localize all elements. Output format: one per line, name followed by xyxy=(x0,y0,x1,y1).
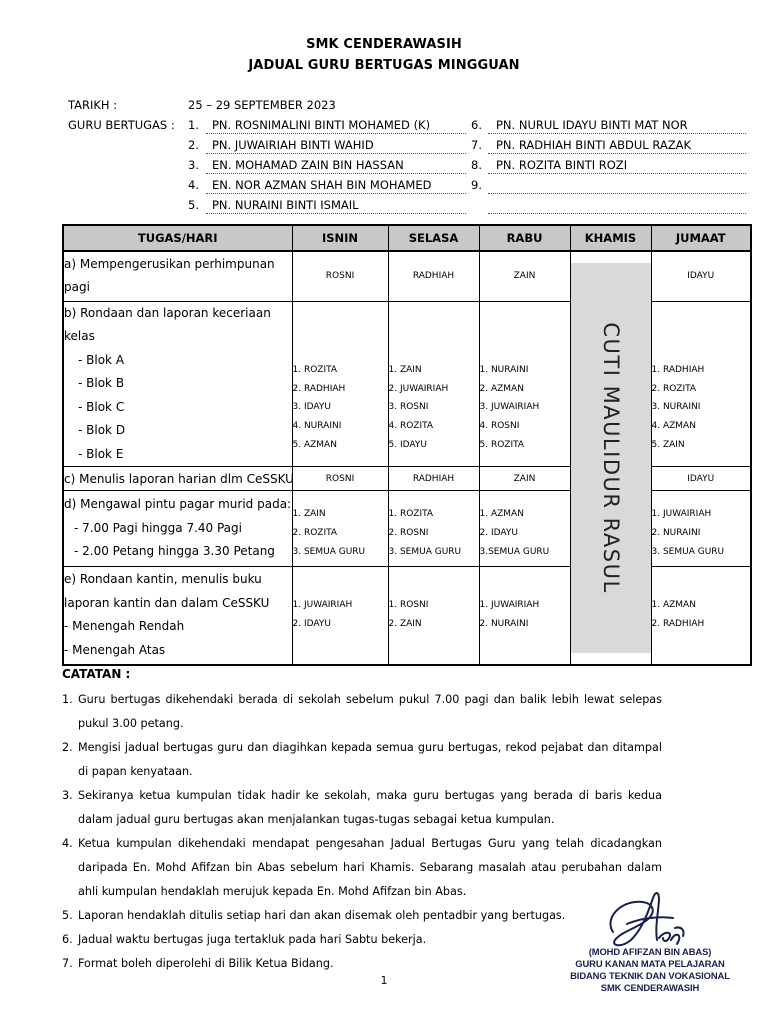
task-line: pagi xyxy=(64,280,90,295)
teacher-num: 1. xyxy=(188,118,199,132)
assignee: 1. JUWAIRIAH xyxy=(651,509,712,520)
isnin-list xyxy=(292,491,388,567)
note-number: 3. xyxy=(62,789,73,802)
task-line: b) Rondaan dan laporan keceriaan xyxy=(64,305,271,320)
selasa-list xyxy=(388,567,479,665)
teacher-name: PN. NURAINI BINTI ISMAIL xyxy=(212,198,359,212)
header-selasa: SELASA xyxy=(388,225,479,251)
rabu-list xyxy=(479,567,570,665)
note-text: Format boleh diperolehi di Bilik Ketua Bidang. xyxy=(78,957,334,970)
assignee: 5. ZAIN xyxy=(651,439,685,450)
school-name: SMK CENDERAWASIH xyxy=(306,37,462,52)
assignee: 2. RADHIAH xyxy=(292,383,346,394)
note-number: 1. xyxy=(62,693,73,706)
assignee: 3. NURAINI xyxy=(651,402,701,413)
note-number: 7. xyxy=(62,957,73,970)
teacher-num: 5. xyxy=(188,198,199,212)
teacher-name: PN. RADHIAH BINTI ABDUL RAZAK xyxy=(496,138,692,152)
signatory-department: BIDANG TEKNIK DAN VOKASIONAL xyxy=(570,970,730,981)
signatory-school: SMK CENDERAWASIH xyxy=(600,982,700,993)
notes-heading: CATATAN : xyxy=(62,667,131,681)
assignee: 3. SEMUA GURU xyxy=(388,546,462,557)
note-number: 6. xyxy=(62,933,73,946)
note-text: Sekiranya ketua kumpulan tidak hadir ke sekolah, maka guru bertugas yang berada di baris kedua dalam jadual guru bertugas akan menjalankan tugas-tugas sebagai ketua kumpulan. xyxy=(78,789,662,826)
table-header-row xyxy=(63,225,751,251)
teacher-num: 4. xyxy=(188,178,199,192)
assignee: 2. IDAYU xyxy=(479,528,518,539)
assignee: 2. JUWAIRIAH xyxy=(388,383,449,394)
selasa-cell: RADHIAH xyxy=(388,251,479,301)
note-item xyxy=(62,736,662,784)
duty-schedule-table xyxy=(62,224,752,666)
assignee: 1. AZMAN xyxy=(479,509,524,520)
assignee: 3. SEMUA GURU xyxy=(292,546,366,557)
guru-bertugas-label: GURU BERTUGAS : xyxy=(68,118,175,132)
task-line: - Blok D xyxy=(78,423,126,437)
note-number: 2. xyxy=(62,741,73,754)
assignee: 3. ROSNI xyxy=(388,402,429,413)
teacher-num: 2. xyxy=(188,138,199,152)
assignee: 4. ROSNI xyxy=(479,421,520,432)
assignee: 2. IDAYU xyxy=(292,619,331,630)
task-line: - Menengah Rendah xyxy=(64,619,185,634)
dotted-line xyxy=(488,153,746,154)
task-line: e) Rondaan kantin, menulis buku xyxy=(64,572,262,587)
dotted-line xyxy=(488,133,746,134)
jumaat-cell: IDAYU xyxy=(651,251,751,301)
tarikh-value: 25 – 29 SEPTEMBER 2023 xyxy=(188,98,336,112)
teacher-num: 8. xyxy=(471,158,482,172)
assignee: 4. NURAINI xyxy=(292,421,342,432)
task-line: kelas xyxy=(64,329,95,343)
signatory-name: (MOHD AFIFZAN BIN ABAS) xyxy=(588,946,712,957)
note-text: Ketua kumpulan dikehendaki mendapat pengesahan Jadual Bertugas Guru yang telah dicadangkan daripada En. Mohd Afifzan bin Abas sebelum hari Khamis. Sebarang masalah atau perubahan dalam ahli kumpulan hendaklah merujuk kepada En. Mohd Afifzan bin Abas. xyxy=(78,837,662,898)
selasa-list xyxy=(388,301,479,467)
assignee: 1. ROSNI xyxy=(388,600,429,611)
task-line: - 7.00 Pagi hingga 7.40 Pagi xyxy=(74,520,242,535)
isnin-cell: ROSNI xyxy=(292,251,388,301)
dotted-line xyxy=(488,173,746,174)
dotted-line xyxy=(206,213,466,214)
tarikh-label: TARIKH : xyxy=(68,98,118,112)
teacher-name: PN. ROSNIMALINI BINTI MOHAMED (K) xyxy=(212,118,431,132)
isnin-list xyxy=(292,301,388,467)
rabu-cell: ZAIN xyxy=(479,467,570,491)
header-jumaat: JUMAAT xyxy=(651,225,751,251)
assignee: 2. NURAINI xyxy=(479,619,529,630)
task-line: c) Menulis laporan harian dlm CeSSKU xyxy=(64,471,294,486)
rabu-list xyxy=(479,301,570,467)
assignee: 1. ZAIN xyxy=(388,364,422,375)
assignee: 3. IDAYU xyxy=(292,402,331,413)
note-text: Mengisi jadual bertugas guru dan diagihkan kepada semua guru bertugas, rekod pejabat dan ditampal di papan kenyataan. xyxy=(78,741,662,778)
teacher-num: 7. xyxy=(471,138,482,152)
teacher-name: EN. NOR AZMAN SHAH BIN MOHAMED xyxy=(212,178,432,192)
note-number: 4. xyxy=(62,837,73,850)
isnin-list xyxy=(292,567,388,665)
task-line: - Blok C xyxy=(78,399,125,414)
jumaat-list xyxy=(651,491,751,567)
note-number: 5. xyxy=(62,909,73,922)
assignee: 5. IDAYU xyxy=(388,439,427,450)
holiday-banner xyxy=(571,263,651,653)
dotted-line xyxy=(206,173,466,174)
assignee: 2. ROZITA xyxy=(292,528,338,539)
assignee: 2. ZAIN xyxy=(388,619,422,630)
signatory-title: GURU KANAN MATA PELAJARAN xyxy=(575,958,725,969)
assignee: 5. ROZITA xyxy=(479,439,525,450)
dotted-line xyxy=(488,213,746,214)
rabu-cell: ZAIN xyxy=(479,251,570,301)
assignee: 3. SEMUA GURU xyxy=(651,546,725,557)
assignee: 2. NURAINI xyxy=(651,528,701,539)
header-rabu: RABU xyxy=(479,225,570,251)
assignee: 1. ROZITA xyxy=(292,364,338,375)
teacher-num: 3. xyxy=(188,158,199,172)
assignee: 1. JUWAIRIAH xyxy=(292,600,353,611)
task-cell xyxy=(63,301,292,467)
jumaat-list xyxy=(651,301,751,467)
task-cell xyxy=(63,251,292,301)
task-line: a) Mempengerusikan perhimpunan xyxy=(64,256,275,271)
selasa-list xyxy=(388,491,479,567)
task-line: - Blok A xyxy=(78,352,125,367)
assignee: 1. AZMAN xyxy=(651,600,696,611)
teacher-name: PN. ROZITA BINTI ROZI xyxy=(496,158,628,172)
assignee: 2. AZMAN xyxy=(479,383,524,394)
teacher-name: EN. MOHAMAD ZAIN BIN HASSAN xyxy=(212,158,404,172)
teacher-name: PN. NURUL IDAYU BINTI MAT NOR xyxy=(496,118,688,132)
assignee: 2. ROZITA xyxy=(651,383,697,394)
header-tugas-hari: TUGAS/HARI xyxy=(63,225,292,251)
assignee: 3. JUWAIRIAH xyxy=(479,402,540,413)
holiday-text: CUTI MAULIDUR RASUL xyxy=(598,322,623,594)
jumaat-cell: IDAYU xyxy=(651,467,751,491)
teacher-name: PN. JUWAIRIAH BINTI WAHID xyxy=(212,138,374,152)
task-cell xyxy=(63,491,292,567)
teacher-num: 6. xyxy=(471,118,482,132)
note-text: Jadual waktu bertugas juga tertakluk pada hari Sabtu bekerja. xyxy=(78,933,427,946)
header-khamis: KHAMIS xyxy=(570,225,651,251)
rabu-list xyxy=(479,491,570,567)
task-cell xyxy=(63,567,292,665)
selasa-cell: RADHIAH xyxy=(388,467,479,491)
assignee: 1. ROZITA xyxy=(388,509,434,520)
dotted-line xyxy=(488,193,746,194)
header-isnin: ISNIN xyxy=(292,225,388,251)
dotted-line xyxy=(206,133,466,134)
assignee: 2. ROSNI xyxy=(388,528,429,539)
task-line: - 2.00 Petang hingga 3.30 Petang xyxy=(74,544,275,559)
assignee: 4. AZMAN xyxy=(651,421,696,432)
teacher-num: 9. xyxy=(471,178,482,192)
note-text: Laporan hendaklah ditulis setiap hari dan akan disemak oleh pentadbir yang bertugas. xyxy=(78,909,566,922)
task-line: d) Mengawal pintu pagar murid pada: xyxy=(64,497,292,512)
assignee: 1. RADHIAH xyxy=(651,364,705,375)
assignee: 3.SEMUA GURU xyxy=(479,546,550,557)
task-line: - Menengah Atas xyxy=(64,642,166,657)
note-item xyxy=(62,784,662,832)
dotted-line xyxy=(206,153,466,154)
isnin-cell: ROSNI xyxy=(292,467,388,491)
page-number: 1 xyxy=(380,974,388,987)
note-item xyxy=(62,688,662,736)
task-line: laporan kantin dan dalam CeSSKU xyxy=(64,595,270,610)
document-title: JADUAL GURU BERTUGAS MINGGUAN xyxy=(248,58,520,73)
task-cell xyxy=(63,467,292,491)
task-line: - Blok E xyxy=(78,446,124,461)
assignee: 1. NURAINI xyxy=(479,364,529,375)
table-row xyxy=(63,251,751,301)
task-line: - Blok B xyxy=(78,376,125,390)
jumaat-list xyxy=(651,567,751,665)
assignee: 1. JUWAIRIAH xyxy=(479,600,540,611)
assignee: 4. ROZITA xyxy=(388,421,434,432)
dotted-line xyxy=(206,193,466,194)
assignee: 2. RADHIAH xyxy=(651,619,705,630)
khamis-holiday-cell xyxy=(570,251,651,665)
assignee: 5. AZMAN xyxy=(292,439,337,450)
note-text: Guru bertugas dikehendaki berada di sekolah sebelum pukul 7.00 pagi dan balik lebih lewat selepas pukul 3.00 petang. xyxy=(78,693,662,730)
assignee: 1. ZAIN xyxy=(292,509,326,520)
